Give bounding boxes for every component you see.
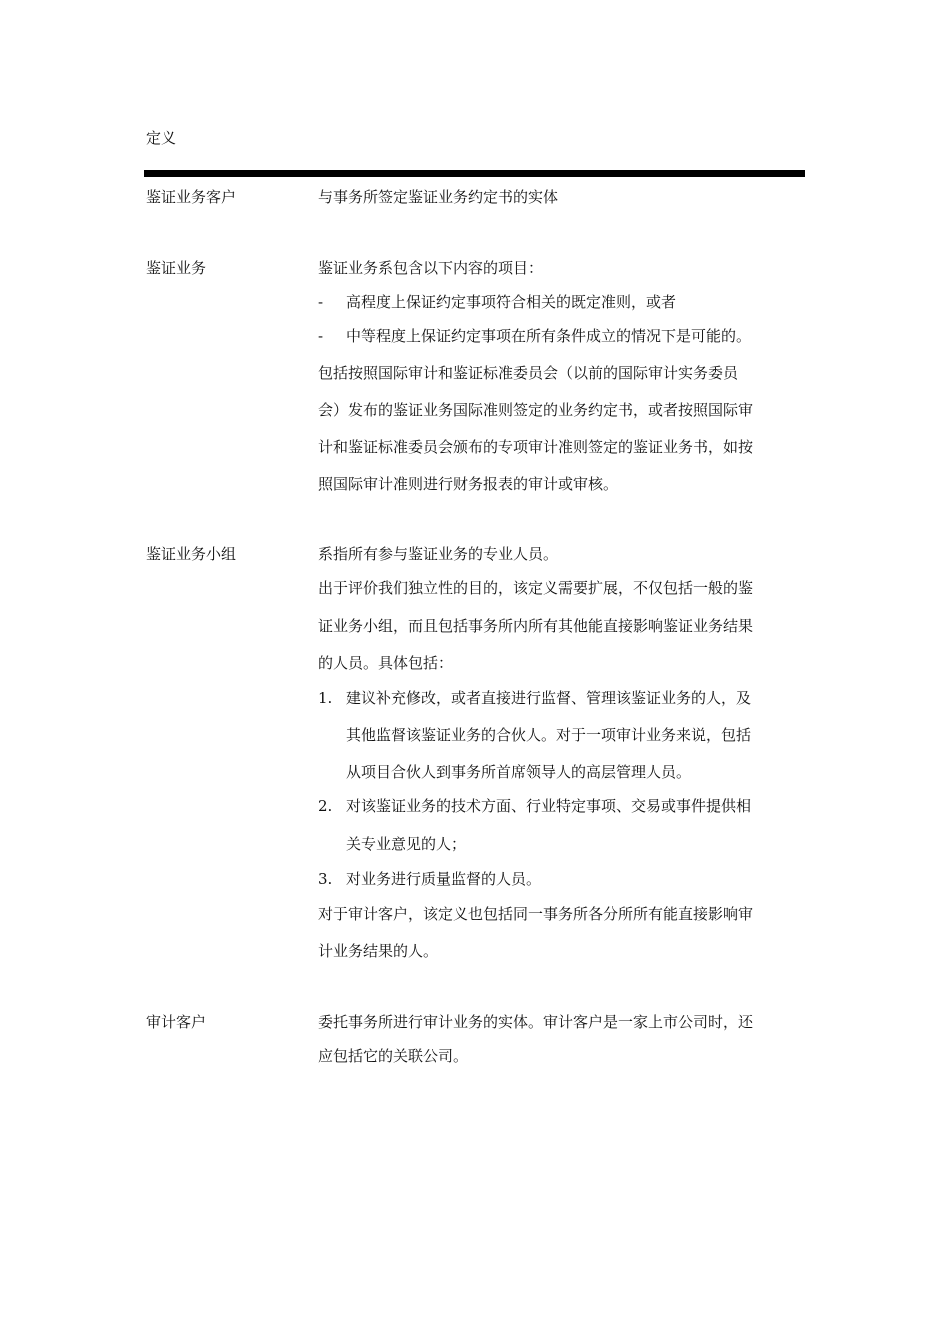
- definition-line: 会）发布的鉴证业务国际准则签定的业务约定书，或者按照国际审: [318, 401, 754, 419]
- definition-line: 应包括它的关联公司。: [318, 1047, 469, 1065]
- term-audit-client: 审计客户: [146, 1013, 207, 1031]
- term-assurance-team: 鉴证业务小组: [146, 545, 237, 563]
- definition-line: 系指所有参与鉴证业务的专业人员。: [318, 545, 559, 563]
- definition-line: 计业务结果的人。: [318, 942, 439, 960]
- definition-line: 计和鉴证标准委员会颁布的专项审计准则签定的鉴证业务书，如按: [318, 438, 754, 456]
- list-item-line: 建议补充修改，或者直接进行监督、管理该鉴证业务的人，及: [346, 689, 752, 707]
- bullet-text: 中等程度上保证约定事项在所有条件成立的情况下是可能的。: [346, 327, 752, 345]
- bullet-marker: -: [318, 293, 324, 311]
- definition-line: 证业务小组，而且包括事务所内所有其他能直接影响鉴证业务结果: [318, 617, 754, 635]
- term-assurance-engagement: 鉴证业务: [146, 259, 207, 277]
- definition-line: 照国际审计准则进行财务报表的审计或审核。: [318, 475, 619, 493]
- definition-line: 与事务所签定鉴证业务约定书的实体: [318, 188, 559, 206]
- list-item-line: 对该鉴证业务的技术方面、行业特定事项、交易或事件提供相: [346, 797, 752, 815]
- definition-line: 对于审计客户，该定义也包括同一事务所各分所所有能直接影响审: [318, 905, 754, 923]
- bullet-text: 高程度上保证约定事项符合相关的既定准则，或者: [346, 293, 677, 311]
- list-marker: 2.: [318, 797, 333, 815]
- bullet-marker: -: [318, 327, 324, 345]
- list-item-line: 其他监督该鉴证业务的合伙人。对于一项审计业务来说，包括: [346, 726, 752, 744]
- list-marker: 1.: [318, 689, 333, 707]
- list-item-line: 关专业意见的人；: [346, 835, 467, 853]
- list-item-line: 从项目合伙人到事务所首席领导人的高层管理人员。: [346, 763, 692, 781]
- term-assurance-client: 鉴证业务客户: [146, 188, 237, 206]
- definition-line: 委托事务所进行审计业务的实体。审计客户是一家上市公司时，还: [318, 1013, 754, 1031]
- header-rule: [144, 170, 805, 177]
- definition-line: 包括按照国际审计和鉴证标准委员会（以前的国际审计实务委员: [318, 364, 739, 382]
- definition-line: 的人员。具体包括：: [318, 654, 454, 672]
- list-item-line: 对业务进行质量监督的人员。: [346, 870, 542, 888]
- definition-line: 出于评价我们独立性的目的，该定义需要扩展，不仅包括一般的鉴: [318, 579, 754, 597]
- page-title: 定义: [146, 129, 177, 147]
- list-marker: 3.: [318, 870, 333, 888]
- definition-line: 鉴证业务系包含以下内容的项目：: [318, 259, 544, 277]
